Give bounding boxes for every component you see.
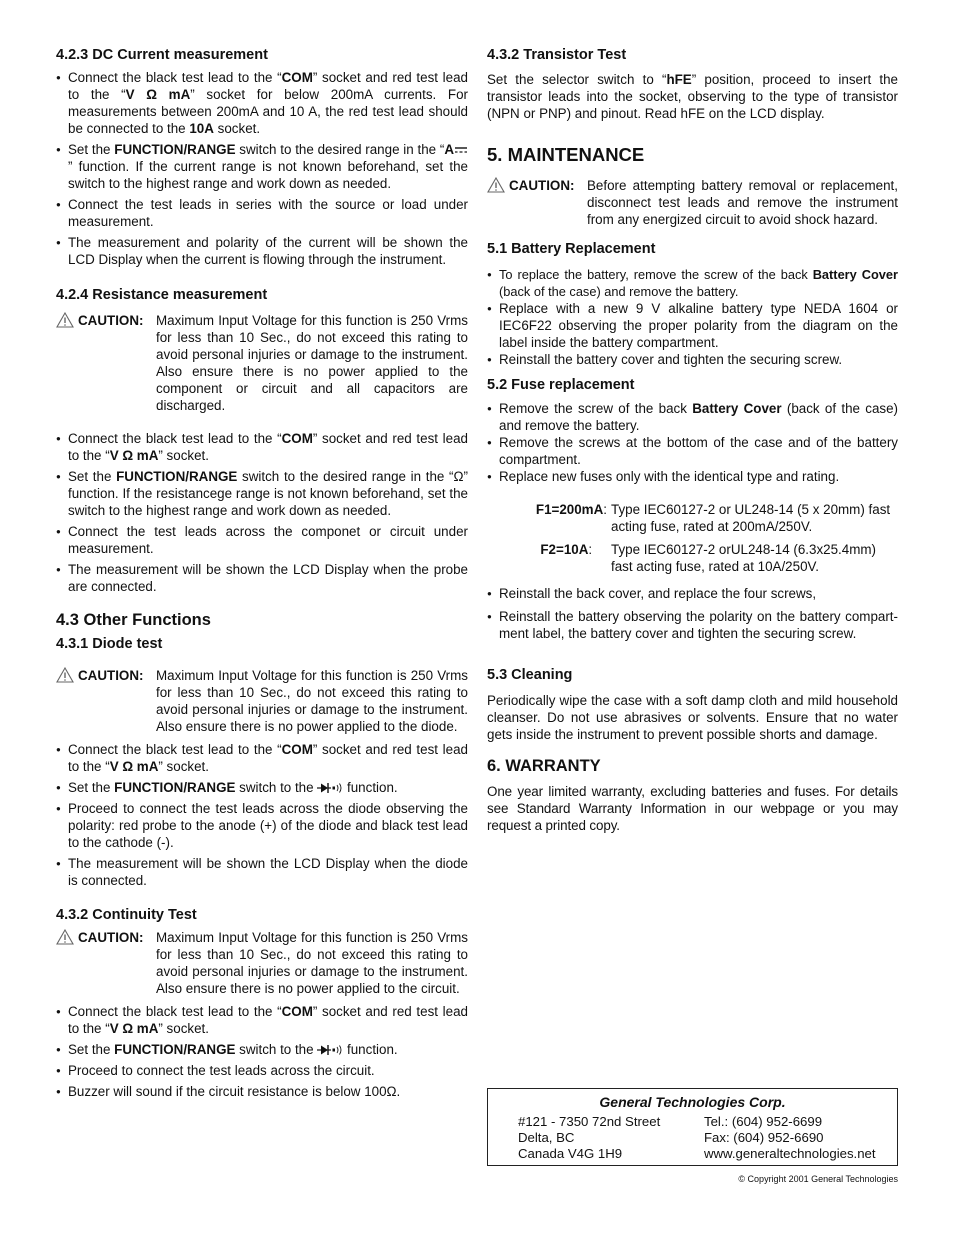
section-title-maintenance: 5. MAINTENANCE [487, 144, 645, 165]
fuse-spec-f2: F2=10A: Type IEC60127-2 orUL248-14 (6.3x25.4mm) fast acting fuse, rated at 10A/250V. [540, 542, 876, 574]
section-title-warranty: 6. WARRANTY [487, 757, 601, 775]
cleaning-text: Periodically wipe the case with a soft damp cloth and mild household cleanser. Do not use abrasives or solvents. Ensure that no water gets inside the instrument to prevent possible shorts and damage. [487, 693, 898, 742]
fuse-specs [487, 501, 898, 575]
continuity-list [56, 1003, 468, 1100]
list-item: ● Replace with a new 9 V alkaline battery type NEDA 1604 or IEC6F22 observing the proper polarity from the diagram on the label inside the battery compartment. [487, 300, 898, 351]
fuse-list-2 [487, 585, 898, 642]
transistor-text: Set the selector switch to “hFE” position, proceed to insert the transistor leads into the socket, observing to the type of transistor (NPN or PNP) and pinout. Read hFE on the LCD display. [487, 72, 898, 121]
address-line: Canada V4G 1H9 [518, 1146, 623, 1161]
section-title-continuity: 4.3.2 Continuity Test [56, 907, 197, 923]
caution-text: Maximum Input Voltage for this function is 250 Vrms for less than 10 Sec., do not exceed this rating to avoid personal injuries or damage to the instrument. Also ensure there is no power applied to the diode. [156, 668, 468, 734]
fax-number: Fax: (604) 952-6690 [704, 1130, 824, 1145]
list-item: ● Set the FUNCTION/RANGE switch to the function. [56, 1041, 468, 1058]
section-title-cleaning: 5.3 Cleaning [487, 667, 573, 683]
address-line: Delta, BC [518, 1130, 575, 1145]
caution-text: Before attempting battery removal or replacement, disconnect test leads and remove the instrument from any energized circuit to avoid shock hazard. [587, 178, 898, 227]
resistance-list [56, 430, 468, 595]
caution-label: CAUTION : [56, 929, 156, 997]
warning-triangle-icon [56, 667, 74, 683]
list-item: ● Remove the screws at the bottom of the case and of the battery compartment. [487, 434, 898, 468]
caution-block [56, 929, 468, 997]
caution-text: Maximum Input Voltage for this function is 250 Vrms for less than 10 Sec., do not exceed this rating to avoid personal injuries or damage to the instrument. Also ensure there is no power applied to the component or circuit and all capacitors are discharged. [156, 313, 468, 413]
phone-number: Tel.: (604) 952-6699 [704, 1114, 823, 1129]
list-item: ● Proceed to connect the test leads across the diode observing the polarity: red probe to the anode (+) of the diode and black test lead to the cathode (-). [56, 800, 468, 851]
address-line: #121 - 7350 72nd Street [518, 1114, 661, 1129]
caution-label: CAUTION : [56, 667, 156, 735]
list-item: ● Reinstall the battery observing the polarity on the battery compart-ment label, the battery cover and tighten the securing screw. [487, 608, 898, 642]
warning-triangle-icon [487, 177, 505, 193]
list-item: ● The measurement and polarity of the current will be shown the LCD Display when the current is flowing through the instrument. [56, 234, 468, 268]
section-title-fuse: 5.2 Fuse replacement [487, 377, 635, 393]
section-title-transistor: 4.3.2 Transistor Test [487, 47, 627, 63]
company-name: General Technologies Corp. [599, 1094, 786, 1110]
caution-label: CAUTION : [56, 312, 156, 414]
diode-list [56, 741, 468, 889]
list-item: ● Connect the black test lead to the “COM” socket and red test lead to the “V Ω mA” socket. [56, 1003, 468, 1037]
website-link[interactable]: www.generaltechnologies.net [704, 1146, 876, 1161]
fuse-list [487, 400, 898, 485]
list-item: ● Connect the black test lead to the “COM” socket and red test lead to the “V Ω mA” socket. [56, 430, 468, 464]
list-item: ● Connect the black test lead to the “COM” socket and red test lead to the “V Ω mA” socket. [56, 741, 468, 775]
list-item: ● Remove the screw of the back Battery Cover (back of the case) and remove the battery. [487, 400, 898, 434]
caution-text: Maximum Input Voltage for this function is 250 Vrms for less than 10 Sec., do not exceed this rating to avoid personal injuries or damage to the instrument. Also ensure there is no power applied to the circuit. [156, 930, 468, 996]
list-item: ● Set the FUNCTION/RANGE switch to the function. [56, 779, 468, 796]
list-item: ● The measurement will be shown the LCD Display when the diode is connected. [56, 855, 468, 889]
list-item: ● Connect the test leads in series with the source or load under measurement. [56, 196, 468, 230]
list-item: ● Reinstall the back cover, and replace the four screws, [487, 585, 898, 602]
battery-list [487, 266, 898, 368]
copyright-notice: © Copyright 2001 General Technologies [738, 1174, 898, 1184]
section-title-diode: 4.3.1 Diode test [56, 636, 163, 652]
section-title-other-functions: 4.3 Other Functions [56, 611, 211, 629]
list-item: ● Reinstall the battery cover and tighten the securing screw. [487, 351, 898, 368]
list-item: ● Set the FUNCTION/RANGE switch to the desired range in the “Ω” function. If the resistancege range is not known beforehand, set the switch to the highest range and work down as needed. [56, 468, 468, 519]
caution-block [56, 667, 468, 735]
caution-block [487, 177, 898, 228]
fuse-spec-f1: F1=200mA: Type IEC60127-2 or UL248-14 (5 x 20mm) fast acting fuse, rated at 200mA/250V. [535, 502, 891, 534]
warning-triangle-icon [56, 312, 74, 328]
list-item: ● Replace new fuses only with the identical type and rating. [487, 468, 898, 485]
warranty-text: One year limited warranty, excluding batteries and fuses. For details see Standard Warranty Information in our webpage or you may request a printed copy. [487, 784, 898, 833]
list-item: ● Connect the test leads across the componet or circuit under measurement. [56, 523, 468, 557]
company-contact [488, 1114, 897, 1162]
section-title-resistance: 4.2.4 Resistance measurement [56, 287, 268, 303]
list-item: ● The measurement will be shown the LCD Display when the probe are connected. [56, 561, 468, 595]
list-item: ● To replace the battery, remove the screw of the back Battery Cover (back of the case) and remove the battery. [487, 266, 898, 300]
caution-label: CAUTION: [487, 177, 587, 228]
company-phones [704, 1114, 876, 1162]
dc-symbol-icon [454, 146, 468, 154]
list-item: ● Proceed to connect the test leads across the circuit. [56, 1062, 468, 1079]
diode-buzzer-icon [317, 1044, 343, 1056]
company-address [518, 1114, 704, 1162]
left-column [56, 46, 468, 1104]
section-title-dc-current: 4.2.3 DC Current measurement [56, 47, 268, 63]
dc-current-list [56, 69, 468, 268]
list-item: ● Set the FUNCTION/RANGE switch to the desired range in the “A” function. If the current range is not known beforehand, set the switch to the highest range and work down as needed. [56, 141, 468, 192]
warning-triangle-icon [56, 929, 74, 945]
company-info-box [487, 1088, 898, 1166]
section-title-battery: 5.1 Battery Replacement [487, 241, 656, 257]
right-column [487, 46, 898, 834]
list-item: ● Buzzer will sound if the circuit resistance is below 100Ω. [56, 1083, 468, 1100]
diode-buzzer-icon [317, 782, 343, 794]
list-item: ● Connect the black test lead to the “COM” socket and red test lead to the “V Ω mA” socket for below 200mA currents. For measurements between 200mA and 10 A, the red test lead should be connected to the 10A socket. [56, 69, 468, 137]
caution-block [56, 312, 468, 414]
